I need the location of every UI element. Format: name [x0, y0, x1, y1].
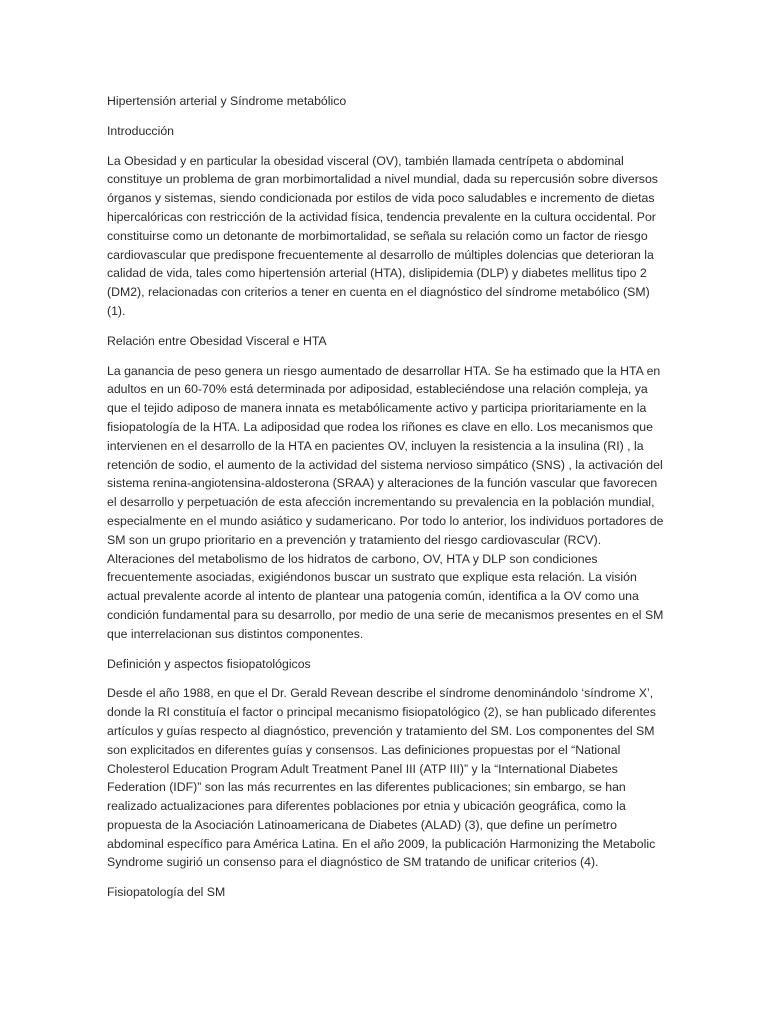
paragraph-introduccion: La Obesidad y en particular la obesidad visceral (OV), también llamada centrípeta o abdominal constituye un problema de gran morbimortalidad a nivel mundial, dada su repercusión sobre diversos órganos y sistemas, siendo condicionada por estilos de vida poco saludables e incremento de dietas hipercalóricas con restricción de la actividad física, tendencia prevalente en la cultura occidental. Por constituirse como un detonante de morbimortalidad, se señala su relación como un factor de riesgo cardiovascular que predispone frecuentemente al desarrollo de múltiples dolencias que deterioran la calidad de vida, tales como hipertensión arterial (HTA), dislipidemia (DLP) y diabetes mellitus tipo 2 (DM2), relacionadas con criterios a tener en cuenta en el diagnóstico del síndrome metabólico (SM) (1).	[107, 153, 658, 318]
document-title: Hipertensión arterial y Síndrome metabólico	[107, 94, 347, 108]
section-heading-definicion: Definición y aspectos fisiopatológicos	[107, 656, 311, 671]
paragraph-relacion-ov-hta: La ganancia de peso genera un riesgo aumentado de desarrollar HTA. Se ha estimado que la HTA en adultos en un 60-70% está determinada por adiposidad, estableciéndose una relación compleja, ya que el tejido adiposo de manera innata es metabólicamente activo y participa prioritariamente en la fisiopatología de la HTA. La adiposidad que rodea los riñones es clave en ello. Los mecanismos que intervienen en el desarrollo de la HTA en pacientes OV, incluyen la resistencia a la insulina (RI) , la retención de sodio, el aumento de la actividad del sistema nervioso simpático (SNS) , la activación del sistema renina-angiotensina-aldosterona (SRAA) y alteraciones de la función vascular que favorecen el desarrollo y perpetuación de esta afección incrementando su prevalencia en la población mundial, especialmente en el mundo asiático y sudamericano. Por todo lo anterior, los individuos portadores de SM son un grupo prioritario en a prevención y tratamiento del riesgo cardiovascular (RCV). Alteraciones del metabolismo de los hidratos de carbono, OV, HTA y DLP son condiciones frecuentemente asociadas, exigiéndonos buscar un sustrato que explique esta relación. La visión actual prevalente acorde al intento de plantear una patogenia común, identifica a la OV como una condición fundamental para su desarrollo, por medio de una serie de mecanismos presentes en el SM que interrelacionan sus distintos componentes.	[107, 363, 664, 641]
section-heading-relacion-ov-hta: Relación entre Obesidad Visceral e HTA	[107, 333, 327, 348]
section-heading-fisiopatologia: Fisiopatología del SM	[107, 885, 226, 900]
document-page	[107, 92, 667, 913]
section-heading-introduccion: Introducción	[107, 123, 174, 138]
paragraph-definicion: Desde el año 1988, en que el Dr. Gerald Revean describe el síndrome denominándolo ‘síndrome X’, donde la RI constituía el factor o principal mecanismo fisiopatológico (2), se han publicado diferentes artículos y guías respecto al diagnóstico, prevención y tratamiento del SM. Los componentes del SM son explicitados en diferentes guías y consensos. Las definiciones propuestas por el “National Cholesterol Education Program Adult Treatment Panel III (ATP III)” y la “International Diabetes Federation (IDF)” son las más recurrentes en las diferentes publicaciones; sin embargo, se han realizado actualizaciones para diferentes poblaciones por etnia y ubicación geográfica, como la propuesta de la Asociación Latinoamericana de Diabetes (ALAD) (3), que define un perímetro abdominal específico para América Latina. En el año 2009, la publicación Harmonizing the Metabolic Syndrome sugirió un consenso para el diagnóstico de SM tratando de unificar criterios (4).	[107, 686, 656, 870]
